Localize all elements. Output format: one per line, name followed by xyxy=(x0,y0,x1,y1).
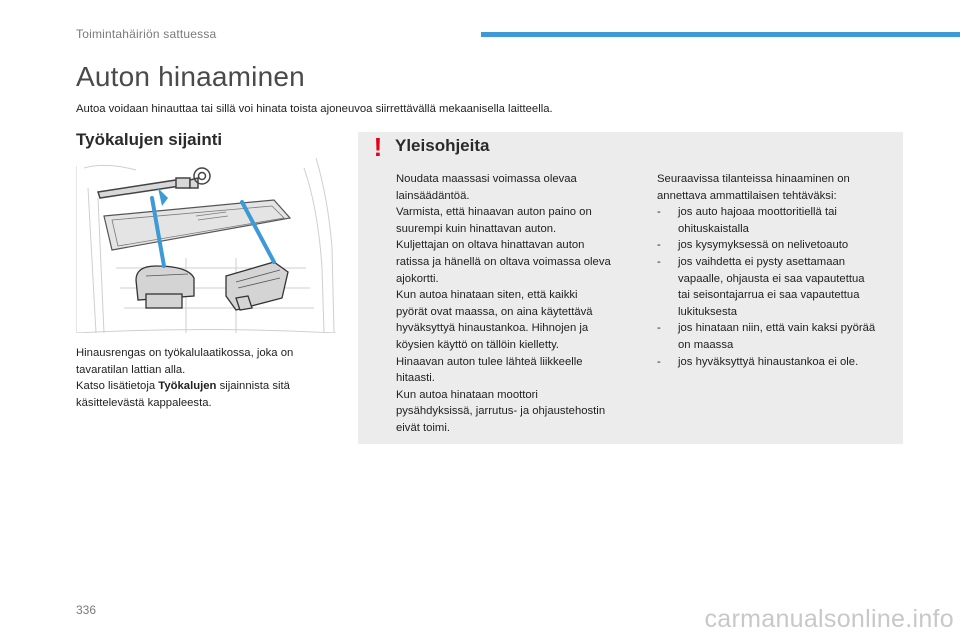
tools-text-line: sijainnista sitä xyxy=(216,380,290,392)
instructions-line: hyväksyttyä hinaustankoa. Hihnojen ja xyxy=(396,322,589,335)
page-title: Auton hinaaminen xyxy=(76,61,305,92)
tools-reference-bold: Työkalujen xyxy=(158,380,217,392)
bullet-dash: - xyxy=(657,239,661,252)
list-item-line: jos hinataan niin, että vain kaksi pyörää xyxy=(678,322,876,335)
list-item-line: tai seisontajarrua ei saa vapautettua xyxy=(678,289,860,302)
exclamation-icon: ! xyxy=(373,132,383,162)
list-item-line: jos auto hajoaa moottoritiellä tai xyxy=(678,206,837,219)
instructions-line: eivät toimi. xyxy=(396,421,450,434)
tools-text-line: Katso lisätietoja xyxy=(76,380,159,392)
instructions-line: Kun autoa hinataan moottori xyxy=(396,388,538,401)
list-item xyxy=(657,204,899,237)
page-number: 336 xyxy=(76,603,97,617)
professional-towing-list xyxy=(657,204,899,370)
bullet-dash: - xyxy=(657,322,661,335)
instructions-line: hitaasti. xyxy=(396,372,435,385)
tools-text-line: tavaratilan lattian alla. xyxy=(76,363,186,376)
bullet-dash: - xyxy=(657,206,661,219)
general-instructions-heading: Yleisohjeita xyxy=(395,136,490,155)
list-item xyxy=(657,237,899,254)
list-item-line: jos hyväksyttyä hinaustankoa ei ole. xyxy=(678,355,859,368)
tools-location-heading: Työkalujen sijainti xyxy=(76,130,223,149)
instructions-line: ajokortti. xyxy=(396,272,439,285)
instructions-lead-line: annettava ammattilaisen tehtäväksi: xyxy=(657,189,837,202)
list-item-line: jos vaihdetta ei pysty asettamaan xyxy=(678,255,846,268)
instructions-line: suurempi kuin hinattavan auton. xyxy=(396,222,557,235)
instructions-line: ratissa ja hänellä on oltava voimassa oleva xyxy=(396,255,611,268)
list-item xyxy=(657,254,899,320)
tools-text-line: käsittelevästä kappaleesta. xyxy=(76,396,212,409)
instructions-line: pysähdyksissä, jarrutus- ja ohjaustehostin xyxy=(396,405,606,418)
header-section-title: Toimintahäiriön sattuessa xyxy=(76,27,217,41)
instructions-lead-line: Seuraavissa tilanteissa hinaaminen on xyxy=(657,173,850,185)
instructions-line: lainsäädäntöä. xyxy=(396,189,470,202)
instructions-column-1 xyxy=(396,171,636,437)
list-item-line: lukituksesta xyxy=(678,305,738,318)
list-item xyxy=(657,320,899,353)
instructions-line: Noudata maassasi voimassa olevaa xyxy=(396,173,577,185)
tools-location-text xyxy=(76,345,338,411)
header-accent-bar xyxy=(481,32,960,37)
list-item-line: vapaalle, ohjausta ei saa vapautettua xyxy=(678,272,865,285)
instructions-line: Kuljettajan on oltava hinattavan auton xyxy=(396,239,585,252)
instructions-line: pyörät ovat maassa, on aina käytettävä xyxy=(396,305,593,318)
instructions-line: Kun autoa hinataan siten, että kaikki xyxy=(396,289,578,302)
list-item xyxy=(657,354,899,371)
instructions-column-2 xyxy=(657,171,899,370)
list-item-line: ohituskaistalla xyxy=(678,222,749,235)
list-item-line: jos kysymyksessä on nelivetoauto xyxy=(678,239,849,252)
instructions-line: köysien käyttö on tällöin kielletty. xyxy=(396,338,560,351)
intro-text: Autoa voidaan hinauttaa tai sillä voi hinata toista ajoneuvoa siirrettävällä mekaanisella laitteella. xyxy=(76,103,553,115)
bullet-dash: - xyxy=(657,355,661,368)
watermark-text: carmanualsonline.info xyxy=(704,605,954,633)
instructions-line: Varmista, että hinaavan auton paino on xyxy=(396,206,592,219)
tools-text-line: Hinausrengas on työkalulaatikossa, joka on xyxy=(76,347,294,359)
bullet-dash: - xyxy=(657,255,661,268)
trunk-tools-illustration xyxy=(76,158,336,333)
instructions-line: Hinaavan auton tulee lähteä liikkeelle xyxy=(396,355,583,368)
list-item-line: on maassa xyxy=(678,338,734,351)
